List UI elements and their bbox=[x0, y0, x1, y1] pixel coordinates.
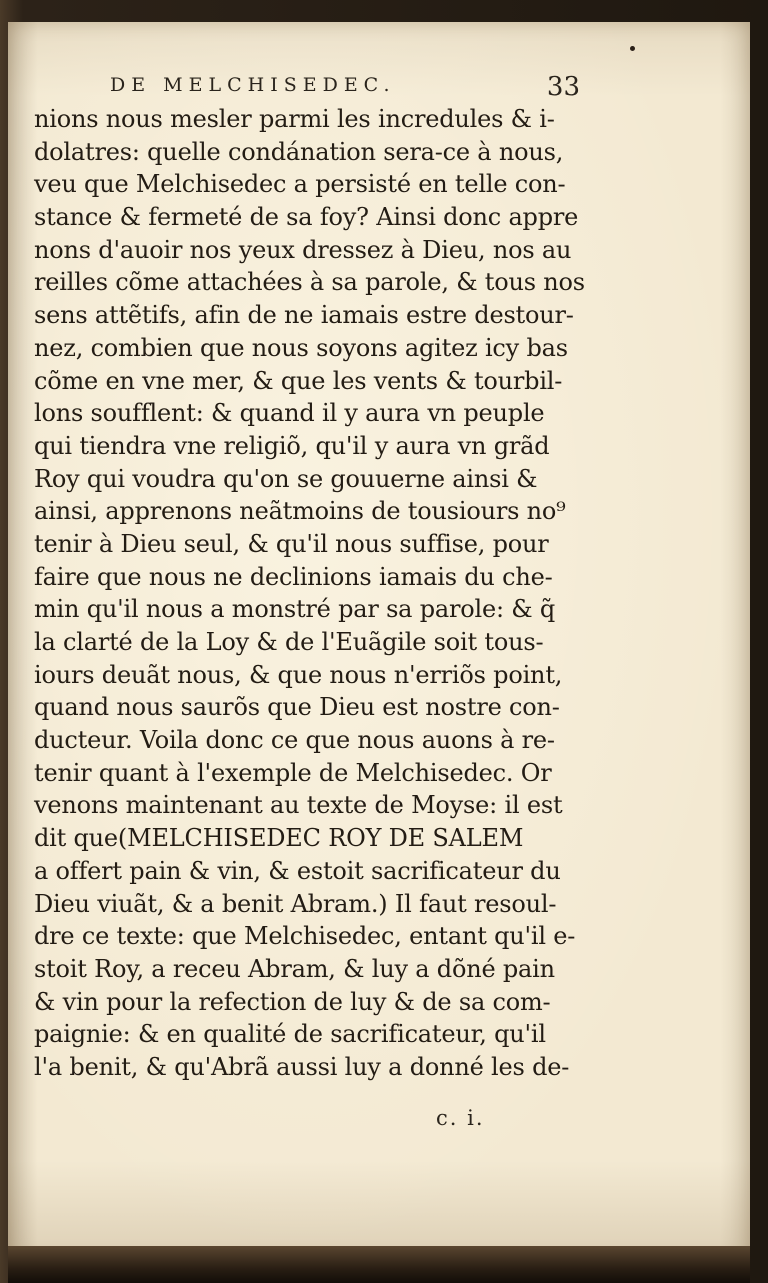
text-line: tenir à Dieu seul, & qu'il nous suffise, pour bbox=[34, 529, 549, 558]
text-line: qui tiendra vne religiõ, qu'il y aura vn grãd bbox=[34, 431, 550, 460]
page-bottom-edge bbox=[8, 1246, 750, 1283]
text-line: Roy qui voudra qu'on se gouuerne ainsi & bbox=[34, 464, 538, 493]
text-line: faire que nous ne declinions iamais du che- bbox=[34, 562, 553, 591]
text-line: veu que Melchisedec a persisté en telle con- bbox=[34, 170, 566, 199]
text-line: reilles cõme attachées à sa parole, & tous nos bbox=[34, 268, 585, 297]
signature-mark: c. i. bbox=[436, 1106, 485, 1130]
text-line: stoit Roy, a receu Abram, & luy a dõné pain bbox=[34, 954, 555, 983]
text-line: l'a benit, & qu'Abrã aussi luy a donné les de- bbox=[34, 1052, 570, 1081]
text-line: a offert pain & vin, & estoit sacrificateur du bbox=[34, 856, 561, 885]
text-line: paignie: & en qualité de sacrificateur, qu'il bbox=[34, 1020, 546, 1049]
body-text bbox=[34, 103, 584, 1084]
text-line: tenir quant à l'exemple de Melchisedec. Or bbox=[34, 758, 552, 787]
text-line: la clarté de la Loy & de l'Euãgile soit tous- bbox=[34, 628, 544, 656]
text-line: min qu'il nous a monstré par sa parole: & q̃ bbox=[34, 595, 556, 624]
text-line: lons soufflent: & quand il y aura vn peuple bbox=[34, 399, 545, 428]
text-line: nez, combien que nous soyons agitez icy bas bbox=[34, 333, 568, 362]
running-head: DE MELCHISEDEC. bbox=[110, 74, 396, 96]
text-line: sens attẽtifs, afin de ne iamais estre destour- bbox=[34, 301, 574, 330]
text-line: stance & fermeté de sa foy? Ainsi donc appre bbox=[34, 203, 579, 232]
text-line: dolatres: quelle condánation sera-ce à nous, bbox=[34, 137, 564, 166]
text-line: & vin pour la refection de luy & de sa com- bbox=[34, 987, 551, 1016]
text-line: ducteur. Voila donc ce que nous auons à re- bbox=[34, 726, 555, 755]
text-line: dit que(MELCHISEDEC ROY DE SALEM bbox=[34, 824, 524, 853]
page-number: 33 bbox=[546, 72, 580, 102]
text-line: nons d'auoir nos yeux dressez à Dieu, nos au bbox=[34, 235, 572, 264]
text-line: Dieu viuãt, & a benit Abram.) Il faut resoul- bbox=[34, 889, 557, 918]
text-line: ainsi, apprenons neãtmoins de tousiours no⁹ bbox=[34, 497, 566, 526]
text-line: nions nous mesler parmi les incredules & i- bbox=[34, 105, 555, 133]
text-line: dre ce texte: que Melchisedec, entant qu'il e- bbox=[34, 922, 576, 951]
ink-speck bbox=[630, 46, 635, 51]
text-line: venons maintenant au texte de Moyse: il est bbox=[34, 791, 563, 820]
text-line: cõme en vne mer, & que les vents & tourbil- bbox=[34, 366, 563, 395]
text-line: quand nous saurõs que Dieu est nostre con- bbox=[34, 693, 560, 722]
page-header bbox=[110, 72, 580, 106]
text-line: iours deuãt nous, & que nous n'erriõs point, bbox=[34, 660, 563, 689]
